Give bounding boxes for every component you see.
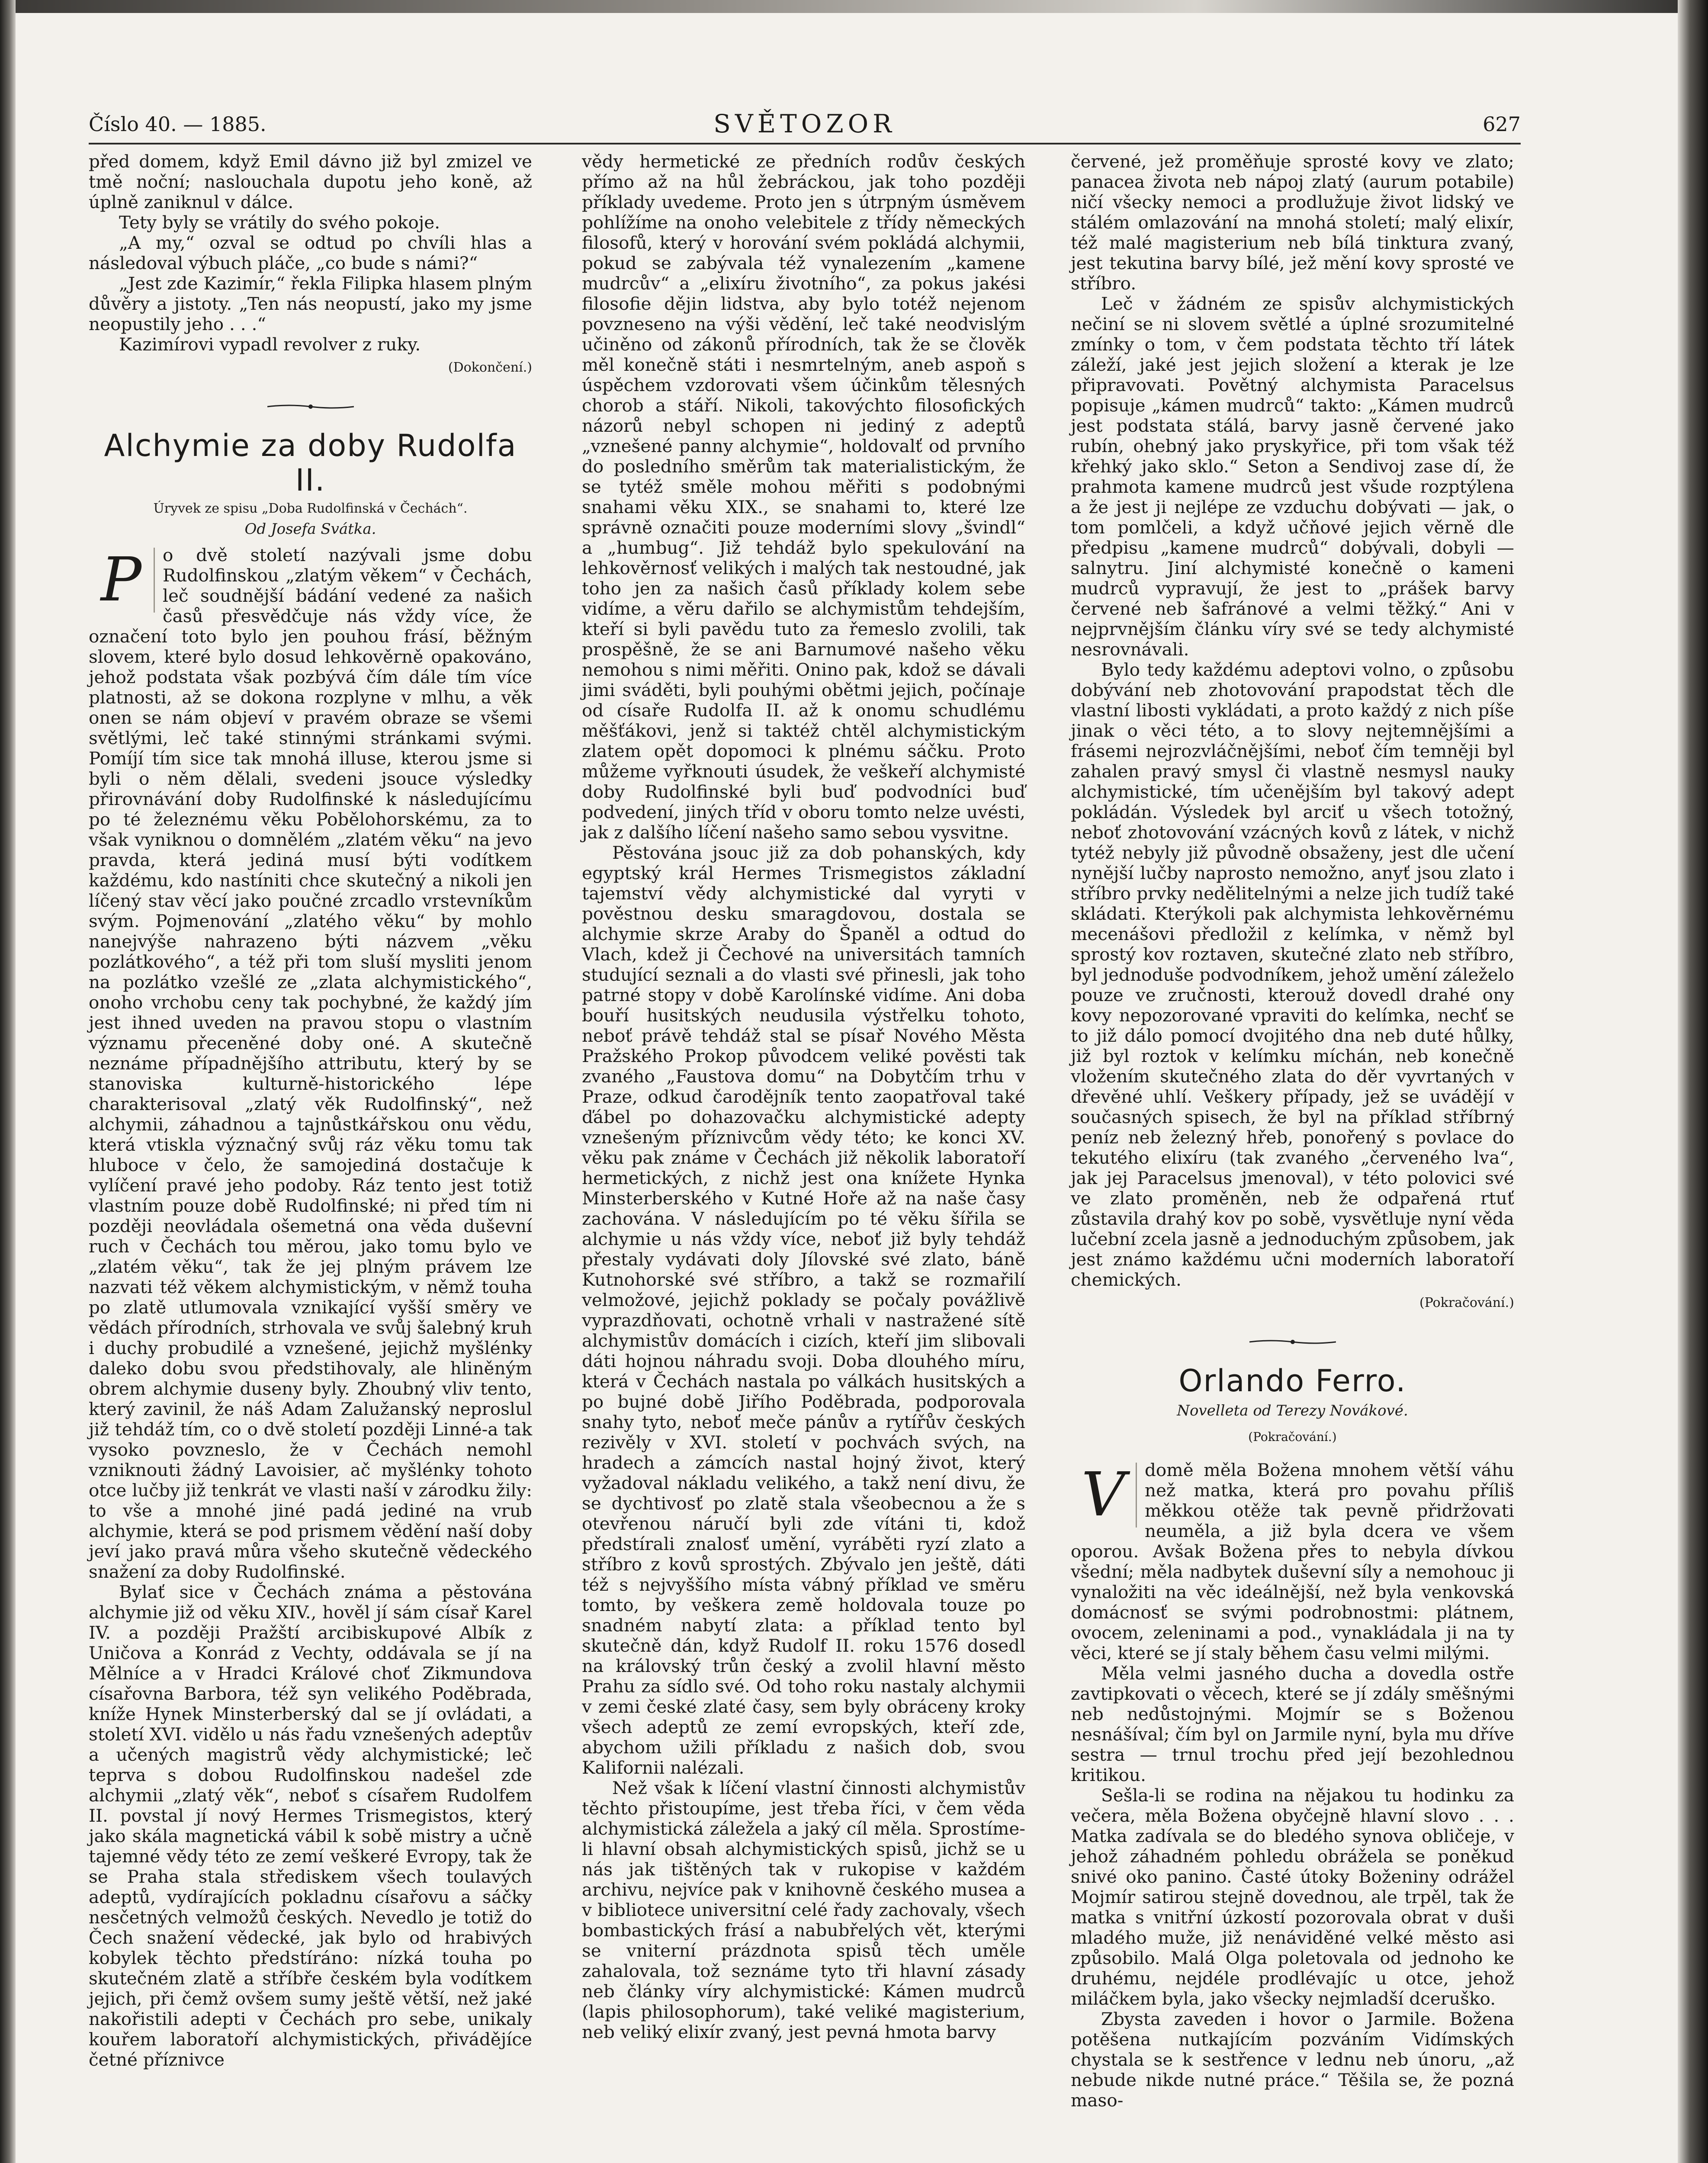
scan-edge-top bbox=[0, 0, 1708, 13]
story-paragraph: „Jest zde Kazimír,“ řekla Filipka hlasem plným důvěry a jistoty. „Ten nás neopustí, jako my jsme neopustily jeho . . .“ bbox=[89, 273, 532, 334]
masthead-title: SVĚTOZOR bbox=[713, 109, 896, 138]
article-paragraph: Leč v žádném ze spisův alchymistických nečiní se ni slovem světlé a úplné srozumitelné zmínky o tom, v čem podstata těchto tří látek záleží, jaké jest jejich složení a kterak je lze připravovati. Povětný alchymista Paracelsus popisuje „kámen mudrců“ takto: „Kámen mudrců jest podstata stálá, barvy jasně červené jako rubín, ohebný jako pryskyřice, při tom však též křehký jako sklo.“ Seton a Sendivoj zase dí, že prahmota kamene mudrců jest všude rozptýlena a že jest ji nejlépe ze vzduchu dobývati — jak, o tom pomlčeli, a když učňové jejich věrně dle předpisu „kamene mudrců“ dobývali, dobyli — salnytru. Jiní alchymisté konečně o kameni mudrců vypravují, že jest to „prášek barvy červené neb šafránové a velmi těžký.“ Ani v nejprvnějším článku víry své se tedy alchymisté nesrovnávali. bbox=[1071, 293, 1514, 660]
header-rule bbox=[89, 143, 1521, 144]
novel-paragraph: Měla velmi jasného ducha a dovedla ostře zavtipkovati o věcech, které se jí zdály směšnými neb nedůstojnými. Mojmír se s Boženou nesnášíval; čím byl on Jarmile nyní, byla mu dříve sestra — trnul trochu před její bezohlednou kritikou. bbox=[1071, 1663, 1514, 1785]
novel-paragraph: domě měla Božena mnohem větší váhu než matka, která pro povahu příliš měkkou otěže tak pevně přidržovati neuměla, a již byla dcera ve všem oporou. Avšak Božena přes to nebyla dívkou všední; měla nadbytek duševní síly a nemohouc ji vynaložiti na věc ideálnější, než byla venkovská domácnosť se svými podrobnostmi: plátnem, ovocem, zeleninami a pod., vynakládala ji na ty věci, které se jí staly během času velmi milými. bbox=[1071, 1460, 1514, 1663]
issue-number: Číslo 40. — 1885. bbox=[89, 112, 266, 136]
section-divider-ornament bbox=[89, 395, 532, 415]
drop-cap-letter: P bbox=[89, 548, 155, 613]
story-paragraph: Tety byly se vrátily do svého pokoje. bbox=[119, 212, 440, 233]
story-paragraph: „A my,“ ozval se odtud po chvíli hlas a následoval výbuch pláče, „co bude s námi?“ bbox=[89, 232, 532, 273]
article-author: Od Josefa Svátka. bbox=[244, 520, 376, 538]
novel-paragraph: Sešla-li se rodina na nějakou tu hodinku za večera, měla Božena obyčejně hlavní slovo . . . Matka zadívala se do bledého synova obličeje, v jehož záhadném pohledu obrážela se poněkud snivé oko panino. Časté útoky Boženiny odrážel Mojmír satirou stejně dovednou, ale trpěl, tak že matka s vnitřní úzkostí pozorovala obrat v duši mladého muže, již nenáviděné velké město asi způsobilo. Malá Olga poletovala od jednoho ke druhému, nejdéle prodlévajíc u otce, jehož miláčkem byla, jako všecky nejmladší dceruško. bbox=[1071, 1785, 1514, 2009]
column-3 bbox=[1071, 151, 1514, 2111]
newspaper-page bbox=[89, 108, 1521, 2111]
article-paragraph: o dvě století nazývali jsme dobu Rudolfinskou „zlatým věkem“ v Čechách, leč soudnější bádání vedené za našich časů přesvědčuje nás vždy více, že označení toto bylo jen pouhou frásí, běžným slovem, které bylo dosud lehkověrně opakováno, jehož podstata však pozbývá čím dále tím více platnosti, až se dokona rozplyne v mlhu, a věk onen se nám objeví v pravém obraze se všemi světlými, leč také stinnými stránkami svými. Pomíjí tím sice tak mnohá illuse, kterou jsme si byli o něm dělali, svedeni jsouce výsledky přirovnávání doby Rudolfinské k následujícímu po té železnému věku Pobělohorskému, za to však vyniknou o domnělém „zlatém věku“ na jevo pravda, která jediná musí býti vodítkem každému, kdo nastíniti chce skutečný a nikoli jen líčený stav věcí jako poučné zrcadlo vrstevníkům svým. Pojmenování „zlatého věku“ by mohlo nanejvýše nahrazeno býti názvem „věku pozlátkového“, a též při tom sluší mysliti jenom na pozlátko vzešlé ze „zlata alchymistického“, onoho vrchobu ceny tak pochybné, že každý jím jest ihned uveden na pravou stopu o vlastním významu přeceněné doby oné. A skutečně neznáme případnějšího attributu, který by se stanoviska kulturně-historického lépe charakterisoval „zlatý věk Rudolfinský“, než alchymii, záhadnou a tajnůstkářskou onu vědu, která vtiskla význačný svůj ráz věku tomu tak hluboce v čelo, že samojediná dostačuje k vylíčení pravé jeho podoby. Ráz tento jest totiž vlastním pouze době Rudolfinské; ni před tím ni později neovládala ošemetná ona věda duševní ruch v Čechách tou měrou, jako tomu bylo ve „zlatém věku“, tak že jej plným právem lze nazvati též věkem alchymistickým, v němž touha po zlatě utlumovala vznikající vyšší směry ve vědách přírodních, strhovala ve svůj šalebný kruh i duchy probudilé a vznešené, jejichž myšlénky daleko dobu svou předstihovaly, ale hliněným obrem alchymie duseny byly. Zhoubný vliv tento, který zavinil, že náš Adam Zalužanský neproslul již tehdáž tím, co o dvě století později Linné-a tak vysoko povzneslo, že v Čechách nemohl vzniknouti žádný Lavoisier, ač myšlénky tohoto otce lučby již tenkrát ve vlasti naší v zárodku žily: to vše a mnohé jiné padá jediné na vrub alchymie, která se pod prismem vědění naší doby jeví jako pravá můra všeho skutečně vědeckého snažení za doby Rudolfinské. bbox=[89, 545, 532, 1582]
novel-continued-note: (Pokračování.) bbox=[1248, 1430, 1337, 1444]
page-number: 627 bbox=[1483, 112, 1521, 136]
novel-title: Orlando Ferro. bbox=[1178, 1363, 1406, 1399]
article-title: Alchymie za doby Rudolfa II. bbox=[104, 428, 517, 498]
drop-cap-letter: V bbox=[1071, 1463, 1137, 1528]
article-continued-note: (Pokračování.) bbox=[1419, 1295, 1514, 1310]
article-paragraph: Než však k líčení vlastní činnosti alchymistův těchto přistoupíme, jest třeba říci, v čem věda alchymistická záležela a jaký cíl měla. Sprostíme-li hlavní obsah alchymistických spisů, jichž se u nás jak tištěných tak v rukopise v každém archivu, nejvíce pak v knihovně českého musea a v bibliotece universitní celé řady zachovaly, všech bombastických frásí a nabubřelých vět, kterými se vniterní prázdnota spisů těch uměle zahalovala, tož seznáme tyto tři hlavní zásady neb články víry alchymistické: Kámen mudrců (lapis philosophorum), také veliké magisterium, neb veliký elixír zvaný, jest pevná hmota barvy bbox=[582, 1778, 1025, 2042]
novel-subtitle: Novelleta od Terezy Novákové. bbox=[1177, 1402, 1408, 1419]
column-1 bbox=[89, 151, 532, 2070]
article-paragraph: Bylať sice v Čechách známa a pěstována alchymie již od věku XIV., hověl jí sám císař Karel IV. a později Pražští arcibiskupové Albík z Uničova a Konrád z Vechty, oddávala se jí na Mělníce a v Hradci Králové choť Zikmundova císařovna Barbora, též syn velikého Poděbrada, kníže Hynek Minsterberský dal se jí ovládati, a století XVI. vidělo u nás řadu vznešených adeptův a učených magistrů vědy alchymistické; leč teprva s dobou Rudolfinskou nadešel zde alchymii „zlatý věk“, neboť s císařem Rudolfem II. povstal jí nový Hermes Trismegistos, který jako skála magnetická vábil k sobě mistry a učně tajemné vědy této ze zemí veškeré Evropy, tak že se Praha stala střediskem všech toulavých adeptů, vydírajících pokladnu císařovu a sáčky nesčetných velmožů českých. Nevedlo je totiž do Čech snažení vědecké, jak bylo od hrabivých kobylek těchto předstíráno: nízká touha po skutečném zlatě a stříbře českém byla vodítkem jejich, při čemž ovšem sumy ještě větší, než jaké nakořistili adepti v Čechách pro sebe, unikaly kouřem laboratoří alchymistických, přivádějíce četné příznivce bbox=[89, 1582, 532, 2070]
page-header bbox=[89, 108, 1521, 147]
story-paragraph: před domem, když Emil dávno již byl zmizel ve tmě noční; naslouchala dupotu jeho koně, až úplně zaniknul v dálce. bbox=[89, 151, 532, 212]
story-end-note: (Dokončení.) bbox=[448, 360, 532, 375]
article-subtitle: Úryvek ze spisu „Doba Rudolfinská v Čechách“. bbox=[153, 501, 468, 516]
novel-paragraph: Zbysta zaveden i hovor o Jarmile. Božena potěšena nutkajícím pozváním Vidímských chystala se k sestřence v lednu neb únoru, „až nebude nikde nutné práce.“ Těšila se, že pozná maso- bbox=[1071, 2009, 1514, 2111]
article-paragraph: Bylo tedy každému adeptovi volno, o způsobu dobývání neb zhotovování prapodstat těch dle vlastní libosti vykládati, a proto každý z nich píše jinak o věci této, a to slovy nejtemnějšími a frásemi nejrozvláčnějšími, neboť čím temněji byl zahalen pravý smysl či vlastně nesmysl nauky alchymistické, tím učenějším byl takový adept pokládán. Výsledek byl arciť u všech totožný, neboť zhotovování vzácných kovů z látek, v nichž tytéž nebyly již původně obsaženy, jest dle učení nynější lučby naprosto nemožno, anyť jsou zlato i stříbro prvky nedělitelnými a nelze jich tudíž také skládati. Kterýkoli pak alchymista lehkověrnému mecenášovi předložil z kelímka, v němž byl sprostý kov roztaven, skutečné zlato neb stříbro, byl jednoduše podvodníkem, jehož umění záleželo pouze ve zručnosti, kterouž dovedl drahé ony kovy nepozorované vpraviti do kelímka, nechť se to již dálo pomocí dvojitého dna neb duté hůlky, již byl roztok v kelímku míchán, neb konečně vložením skutečného zlata do děr vyvrtaných v dřevěné uhlí. Veškery případy, jež se uvádějí v současných spisech, že byl na příklad stříbrný peníz neb železný hřeb, ponořený s povlace do tekutého elixíru (tak zvaného „červeného lva“, jak jej Paracelsus jmenoval), v této polovici své ve zlato proměněn, neb že odpařená rtuť zůstavila drahý kov po sobě, vysvětluje nyní věda lučební zcela jasně a jednoduchým způsobem, jak jest známo každému učni moderních laboratoří chemických. bbox=[1071, 659, 1514, 1290]
column-2 bbox=[582, 151, 1025, 2042]
scan-edge-left bbox=[0, 0, 16, 2163]
article-paragraph: vědy hermetické ze předních rodův českých přímo až na hůl žebráckou, jak toho později příklady uvedeme. Proto jen s útrpným úsměvem pohlížíme na onoho velebitele z třídy německých filosofů, který v horování svém pokládá alchymii, pokud se zabývala též vynalezením „kamene mudrcův“ a „elixíru životního“, za pokus jakési filosofie dějin lidstva, aby bylo totéž nejenom povzneseno na výši vědění, leč také neodvislým učiněno od zákonů přírodních, tak že se člověk měl konečně státi i nesmrtelným, aneb aspoň s úspěchem vzdorovati všem účinkům tělesných chorob a stáří. Nikoli, takovýchto filosofických názorů nebyl schopen ni jediný z adeptů „vznešené panny alchymie“, holdovalť od prvního do posledního směrům tak materialistickým, že se tytéž směle mohou měřiti s podobnými snahami věku XIX., se snahami to, které lze správně označiti pouze moderními slovy „švindl“ a „humbug“. Již tehdáž bylo spekulování na lehkověrnosť velikých i malých tak nestoudné, jak toho jen za našich časů příklady kolem sebe vidíme, a věru dařilo se alchymistům tehdejším, kteří si byli pavědu tuto za řemeslo zvolili, tak prospěšně, že se ani Barnumové našeho věku nemohou s nimi měřiti. Onino pak, kdož se dávali jimi sváděti, byli pouhými obětmi jejich, počínaje od císaře Rudolfa II. až k onomu schudlému měšťákovi, jenž si taktéž chtěl alchymistickým zlatem opět dopomoci k plnému sáčku. Proto můžeme vyřknouti úsudek, že veškeří alchymisté doby Rudolfinské byli buď podvodníci buď podvedení, jiných tříd v oboru tomto nelze uvésti, jak z dalšího líčení našeho samo sebou vysvitne. bbox=[582, 151, 1025, 843]
scan-edge-right bbox=[1678, 0, 1708, 2163]
section-divider-ornament bbox=[1071, 1330, 1514, 1351]
article-paragraph: červené, jež proměňuje sprosté kovy ve zlato; panacea života neb nápoj zlatý (aurum potabile) ničí všecky nemoci a prodlužuje život lidský ve stálém omlazování na mnohá století; malý elixír, též malé magisterium neb bílá tinktura zvaný, jest tekutina barvy bílé, jež mění kovy sprosté ve stříbro. bbox=[1071, 151, 1514, 294]
story-paragraph: Kazimírovi vypadl revolver z ruky. bbox=[119, 334, 421, 355]
article-paragraph: Pěstována jsouc již za dob pohanských, kdy egyptský král Hermes Trismegistos základní tajemství vědy alchymistické dal vyryti v pověstnou desku smaragdovou, dostala se alchymie skrze Araby do Španěl a odtud do Vlach, kdež ji Čechové na universitách tamních studující seznali a do vlasti své přinesli, jak toho patrné stopy v době Karolínské vidíme. Ani doba bouří husitských neudusila výstřelku tohoto, neboť právě tehdáž stal se písař Nového Města Pražského Prokop původcem veliké pověsti tak zvaného „Faustova domu“ na Dobytčím trhu v Praze, odkud čarodějník tento zaopatřoval také ďábel po dohazovačku alchymistické adepty vznešeným příznivcům vědy této; ke konci XV. věku pak známe v Čechách již několik laboratoří hermetických, z nichž jest ona knížete Hynka Minsterberského v Kutné Hoře až na naše časy zachována. V následujícím po té věku šířila se alchymie u nás vždy více, neboť již byly tehdáž přestaly vydávati doly Jílovské své zlato, báně Kutnohorské své stříbro, a takž se rozmařilí velmožové, jejichž poklady se počaly povážlivě vyprazdňovati, ochotně vrhali v nastražené sítě alchymistův domácích i cizích, kteří jim slibovali dáti hojnou náhradu svoji. Doba dlouhého míru, která v Čechách nastala po válkách husitských a po bujné době Jiřího Poděbrada, podporovala snahy tyto, neboť meče pánův a rytířův českých rezivěly v XVI. století v pochvách svých, na hradech a zámcích nastal hojný život, který vyžadoval nákladu velikého, a takž není divu, že se dychtivosť po zlatě stala všeobecnou a že s otevřenou náručí byli zde vítáni ti, kdož předstírali znalosť umění, vyráběti ryzí zlato a stříbro z kovů sprostých. Zbývalo jen ještě, dáti též s nejvyššího místa vábný příklad ve směru tomto, by veškera země holdovala touze po snadném nabytí zlata: a příklad tento byl skutečně dán, když Rudolf II. roku 1576 dosedl na královský trůn český a zvolil hlavní město Prahu za sídlo své. Od toho roku nastaly alchymii v zemi české zlaté časy, sem byly obráceny kroky všech adeptů ze zemí evropských, kteří zde, abychom užili příkladu z našich dob, svou Kalifornii nalézali. bbox=[582, 842, 1025, 1778]
